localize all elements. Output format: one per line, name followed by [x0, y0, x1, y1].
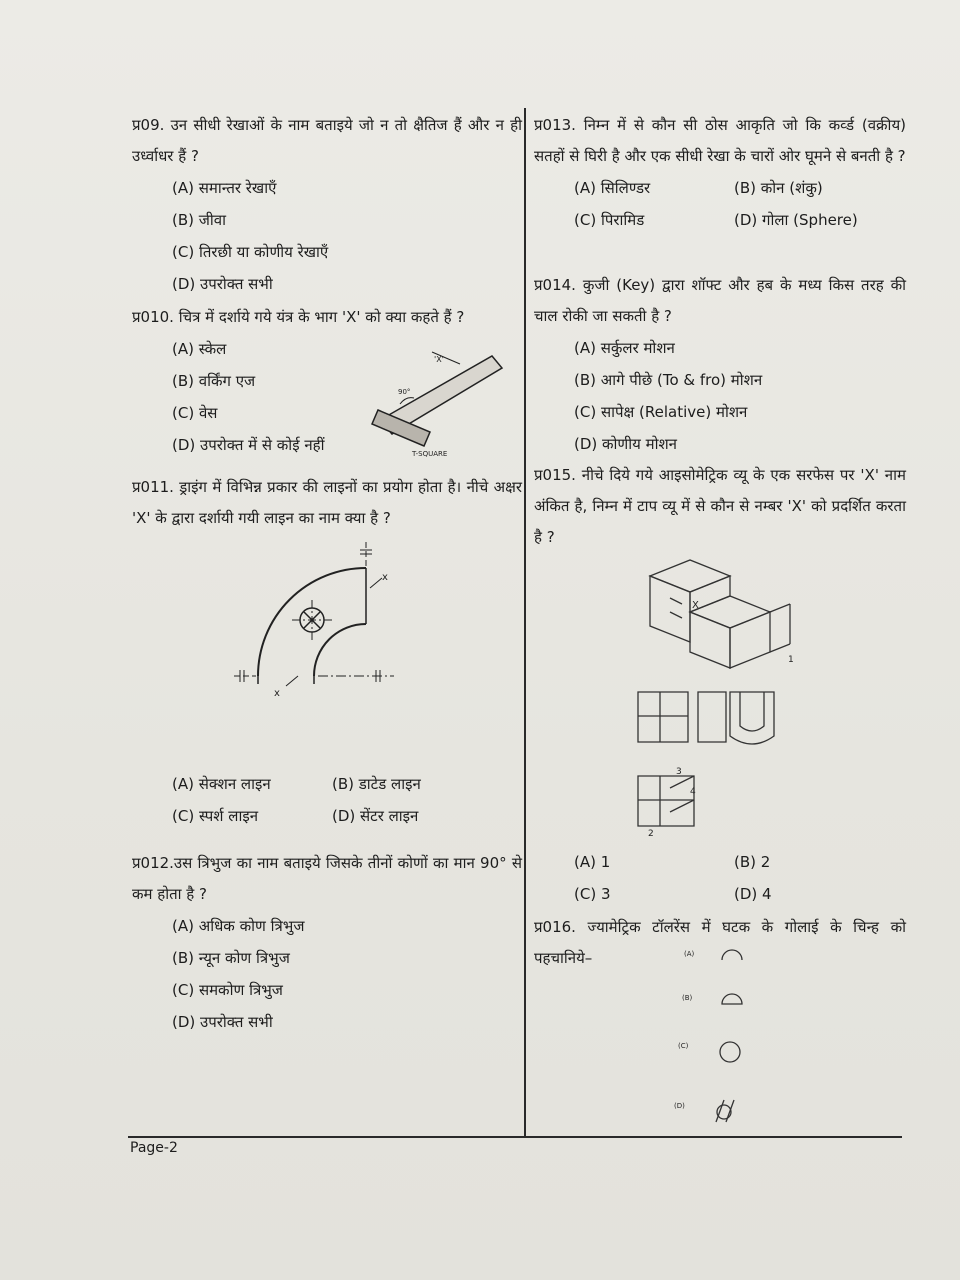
question-16-stem: प्र016. ज्यामेट्रिक टॉलरेंस में घटक के गोलाई के चिन्ह को पहचानिये–: [534, 918, 906, 967]
question-9-stem: प्र09. उन सीधी रेखाओं के नाम बताइये जो न तो क्षैतिज हैं और न ही उर्ध्वाधर हैं ?: [132, 116, 522, 165]
question-9-option-b: (B) जीवा: [172, 211, 227, 229]
question-9-option-a: (A) समान्तर रेखाएँ: [172, 179, 277, 197]
question-14-stem: प्र014. कुजी (Key) द्वारा शॉफ्ट और हब के मध्य किस तरह की चाल रोकी जा सकती है ?: [534, 276, 906, 325]
question-11-option-a: (A) सेक्शन लाइन: [172, 775, 271, 793]
pipe-bend-figure: [226, 536, 396, 706]
question-14-option-d: (D) कोणीय मोशन: [574, 435, 678, 453]
arc-symbol: [722, 950, 742, 960]
question-15: [534, 460, 906, 553]
question-11-option-b: (B) डाटेड लाइन: [332, 775, 421, 793]
question-13-option-b: (B) कोन (शंकु): [734, 179, 823, 197]
isometric-x-label: X: [692, 600, 699, 611]
question-14: [534, 270, 906, 460]
t-square-figure: [370, 348, 520, 460]
question-9-option-d: (D) उपरोक्त सभी: [172, 275, 273, 293]
isometric-figure: [630, 556, 810, 842]
question-14-option-c: (C) सापेक्ष (Relative) मोशन: [574, 403, 748, 421]
top-view-number-2: 2: [648, 829, 654, 839]
page-number: Page-2: [130, 1140, 178, 1156]
question-15-option-b: (B) 2: [734, 853, 771, 871]
top-view-number-3: 3: [676, 767, 682, 777]
circle-symbol: [720, 1042, 740, 1062]
question-11-options: [132, 768, 522, 832]
question-15-option-c: (C) 3: [574, 885, 611, 903]
question-12-option-b: (B) न्यून कोण त्रिभुज: [172, 949, 290, 967]
pipe-bend-x-label-top: x: [382, 572, 388, 583]
question-14-option-b: (B) आगे पीछे (To & fro) मोशन: [574, 371, 763, 389]
footer-rule: [128, 1136, 902, 1138]
question-13: [534, 110, 906, 236]
question-10-option-d: (D) उपरोक्त में से कोई नहीं: [172, 436, 325, 454]
question-15-stem: प्र015. नीचे दिये गये आइसोमेट्रिक व्यू के एक सरफेस पर 'X' नाम अंकित है, निम्न में टाप व्यू में से कौन से नम्बर 'X' को प्रदर्शित करता है ?: [534, 466, 906, 546]
question-15-option-a: (A) 1: [574, 853, 611, 871]
top-view-number-1: 1: [788, 655, 794, 665]
question-12-option-a: (A) अधिक कोण त्रिभुज: [172, 917, 305, 935]
question-12-stem: प्र012.उस त्रिभुज का नाम बताइये जिसके तीनों कोणों का मान 90° से कम होता है ?: [132, 854, 522, 903]
t-square-angle-label: 90°: [398, 388, 411, 396]
question-11-stem: प्र011. ड्राइंग में विभिन्न प्रकार की लाइनों का प्रयोग होता है। नीचे अक्षर 'X' के द्वारा दर्शायी गयी लाइन का नाम क्या है ?: [132, 478, 522, 527]
question-14-option-a: (A) सर्कुलर मोशन: [574, 339, 675, 357]
question-12-option-d: (D) उपरोक्त सभी: [172, 1013, 273, 1031]
question-10-option-b: (B) वर्किंग एज: [172, 372, 256, 390]
question-11-option-d: (D) सेंटर लाइन: [332, 807, 419, 825]
symbol-label-b: (B): [682, 994, 693, 1002]
question-11-option-c: (C) स्पर्श लाइन: [172, 807, 259, 825]
semicircle-symbol: [722, 994, 742, 1004]
question-9: [132, 110, 522, 300]
question-15-options: [534, 846, 906, 910]
t-square-x-label: 'X': [434, 355, 444, 364]
tolerance-symbols: [670, 944, 770, 1124]
question-13-option-d: (D) गोला (Sphere): [734, 211, 858, 229]
symbol-label-a: (A): [684, 950, 695, 958]
question-10-option-c: (C) वेस: [172, 404, 218, 422]
pipe-bend-x-label-bottom: x: [274, 688, 280, 699]
t-square-caption: T-SQUARE: [412, 450, 448, 458]
question-12: [132, 848, 522, 1038]
question-12-option-c: (C) समकोण त्रिभुज: [172, 981, 283, 999]
question-13-stem: प्र013. निम्न में से कौन सी ठोस आकृति जो कि कर्व्ड (वक्रीय) सतहों से घिरी है और एक सीधी रेखा के चारों ओर घूमने से बनती है ?: [534, 116, 906, 165]
top-view-number-4: 4: [690, 787, 696, 797]
symbol-label-d: (D): [674, 1102, 685, 1110]
question-10-option-a: (A) स्केल: [172, 340, 227, 358]
question-10-stem: प्र010. चित्र में दर्शाये गये यंत्र के भाग 'X' को क्या कहते हैं ?: [132, 308, 465, 326]
question-9-option-c: (C) तिरछी या कोणीय रेखाएँ: [172, 243, 329, 261]
question-13-option-a: (A) सिलिण्डर: [574, 179, 651, 197]
question-11: [132, 472, 522, 534]
column-divider: [524, 108, 526, 1138]
question-15-option-d: (D) 4: [734, 885, 772, 903]
symbol-label-c: (C): [678, 1042, 689, 1050]
question-13-option-c: (C) पिरामिड: [574, 211, 645, 229]
